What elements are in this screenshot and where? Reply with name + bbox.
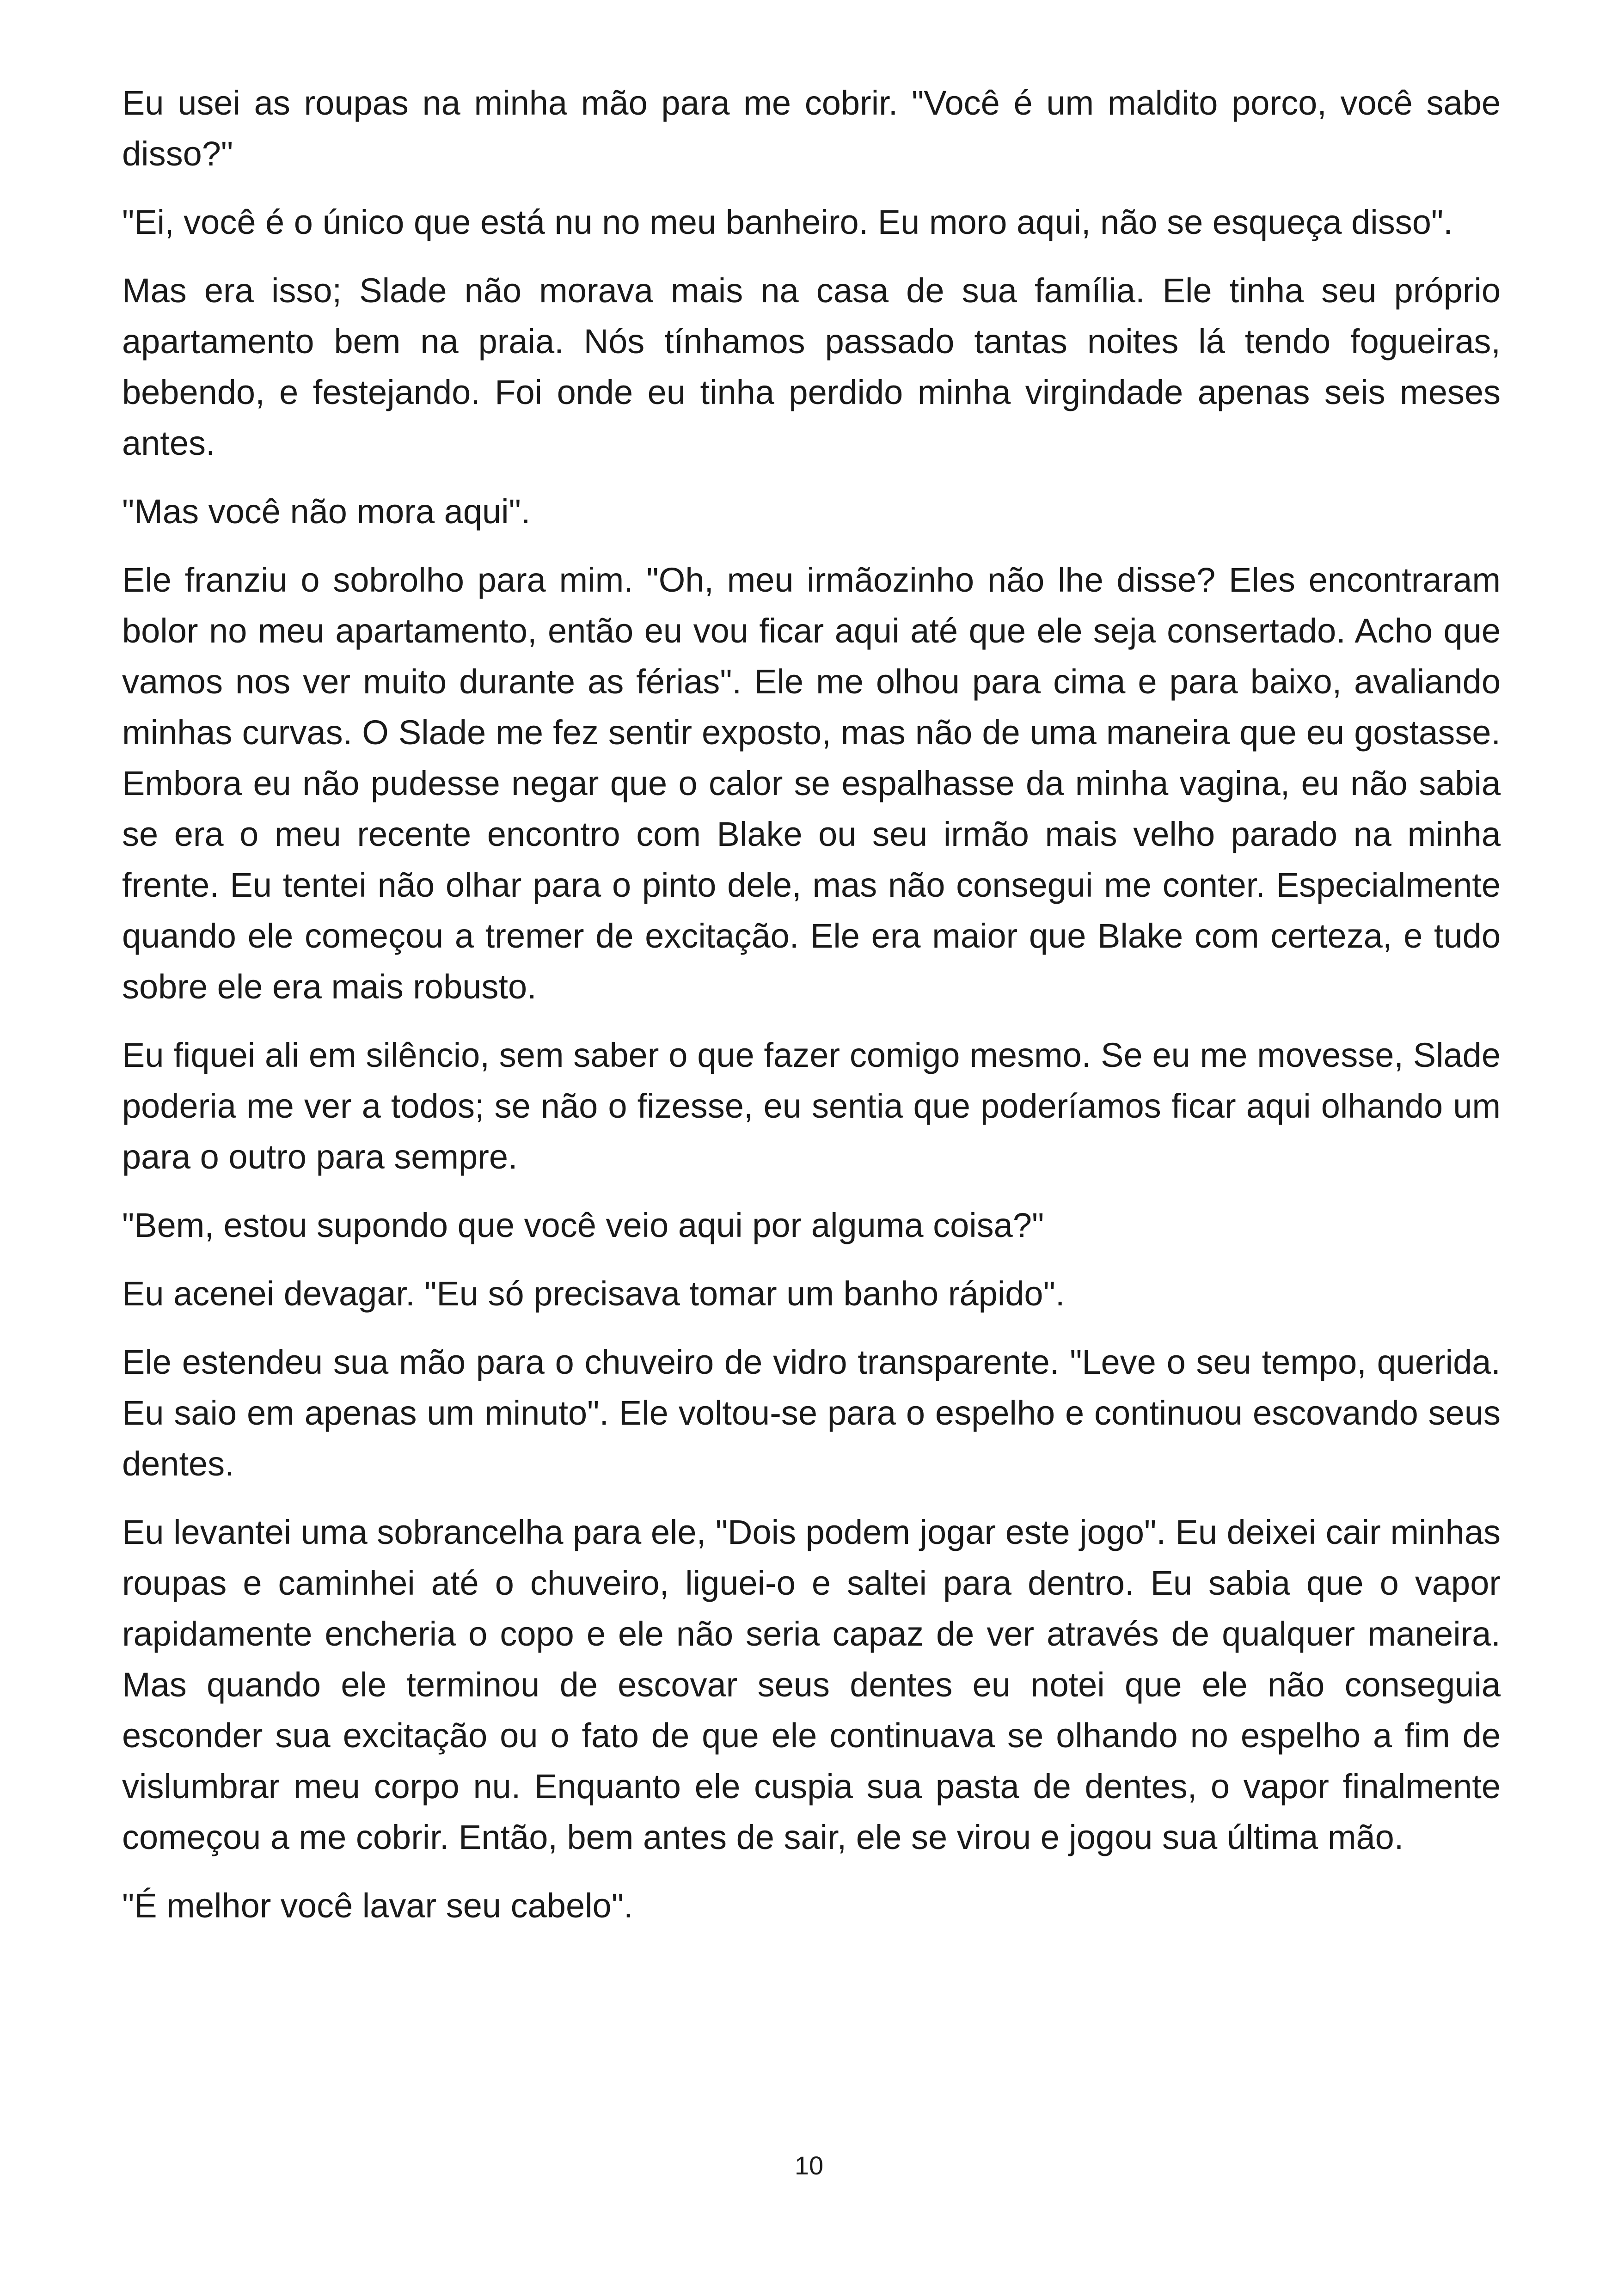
paragraph-6: Eu fiquei ali em silêncio, sem saber o que fazer comigo mesmo. Se eu me movesse, Slade poderia me ver a todos; se não o fizesse, eu sentia que poderíamos ficar aqui olhando um para o outro para sempre. (122, 1036, 1501, 1176)
page-number: 10 (794, 2151, 824, 2180)
paragraph-9: Ele estendeu sua mão para o chuveiro de vidro transparente. "Leve o seu tempo, querida. Eu saio em apenas um minuto". Ele voltou-se para o espelho e continuou escovando seus dentes. (122, 1343, 1501, 1483)
paragraph-5: Ele franziu o sobrolho para mim. "Oh, meu irmãozinho não lhe disse? Eles encontraram bolor no meu apartamento, então eu vou ficar aqui até que ele seja consertado. Acho que vamos nos ver muito durante as férias". Ele me olhou para cima e para baixo, avaliando minhas curvas. O Slade me fez sentir exposto, mas não de uma maneira que eu gostasse. Embora eu não pudesse negar que o calor se espalhasse da minha vagina, eu não sabia se era o meu recente encontro com Blake ou seu irmão mais velho parado na minha frente. Eu tentei não olhar para o pinto dele, mas não consegui me conter. Especialmente quando ele começou a tremer de excitação. Ele era maior que Blake com certeza, e tudo sobre ele era mais robusto. (122, 561, 1501, 1006)
paragraph-8: Eu acenei devagar. "Eu só precisava tomar um banho rápido". (122, 1274, 1065, 1313)
paragraph-3: Mas era isso; Slade não morava mais na casa de sua família. Ele tinha seu próprio apartamento bem na praia. Nós tínhamos passado tantas noites lá tendo fogueiras, bebendo, e festejando. Foi onde eu tinha perdido minha virgindade apenas seis meses antes. (122, 271, 1501, 462)
body-text (122, 78, 1501, 1949)
paragraph-10: Eu levantei uma sobrancelha para ele, "Dois podem jogar este jogo". Eu deixei cair minhas roupas e caminhei até o chuveiro, liguei-o e saltei para dentro. Eu sabia que o vapor rapidamente encheria o copo e ele não seria capaz de ver através de qualquer maneira. Mas quando ele terminou de escovar seus dentes eu notei que ele não conseguia esconder sua excitação ou o fato de que ele continuava se olhando no espelho a fim de vislumbrar meu corpo nu. Enquanto ele cuspia sua pasta de dentes, o vapor finalmente começou a me cobrir. Então, bem antes de sair, ele se virou e jogou sua última mão. (122, 1513, 1501, 1856)
paragraph-1: Eu usei as roupas na minha mão para me cobrir. "Você é um maldito porco, você sabe disso?" (122, 84, 1501, 173)
paragraph-7: "Bem, estou supondo que você veio aqui por alguma coisa?" (122, 1206, 1044, 1244)
paragraph-11: "É melhor você lavar seu cabelo". (122, 1886, 633, 1925)
paragraph-2: "Ei, você é o único que está nu no meu banheiro. Eu moro aqui, não se esqueça disso". (122, 203, 1453, 241)
paragraph-4: "Mas você não mora aqui". (122, 492, 531, 531)
